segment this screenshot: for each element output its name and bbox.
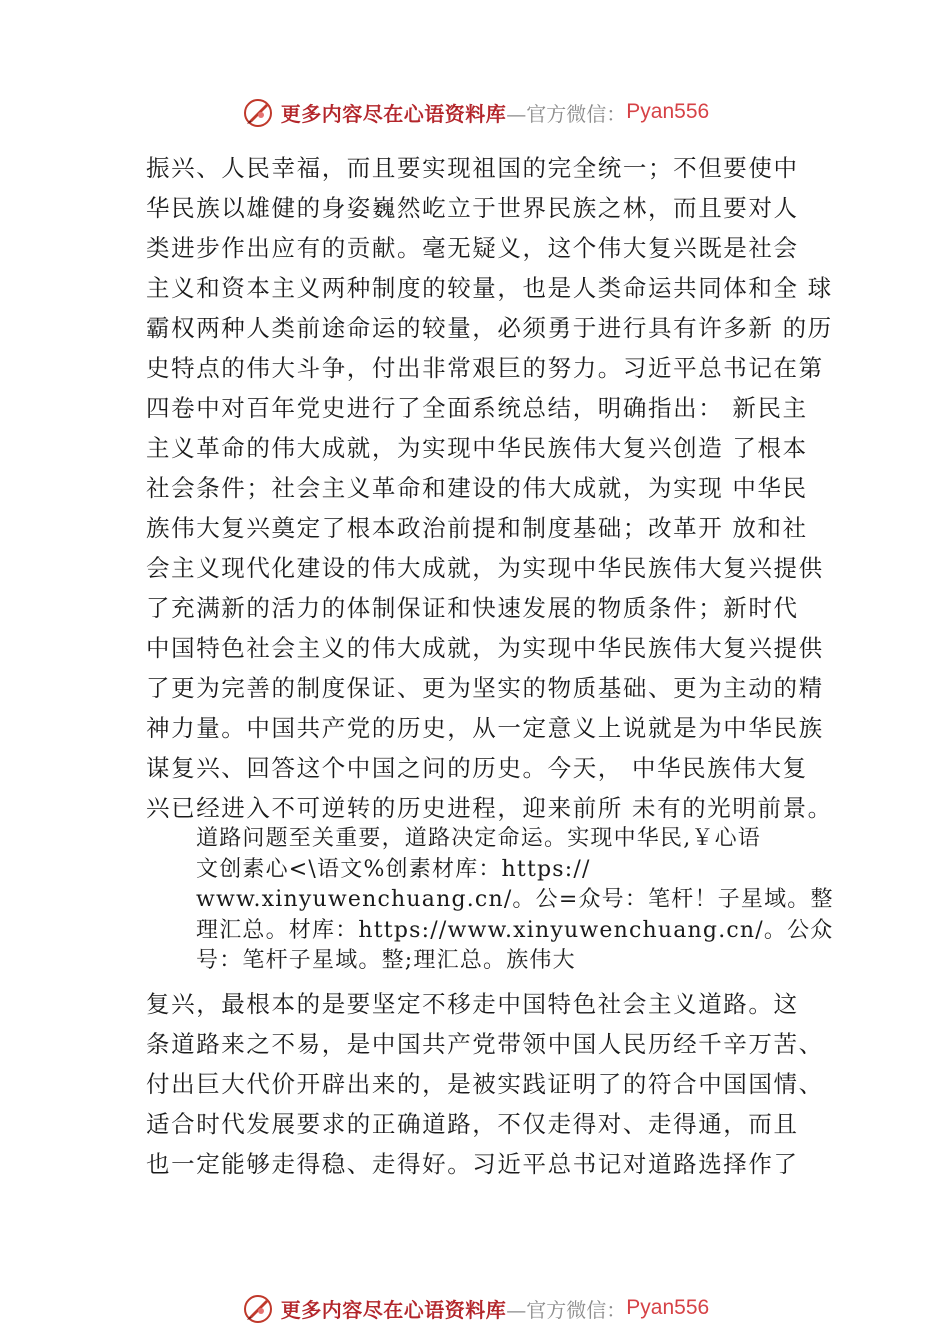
text-line: 会主义现代化建设的伟大成就，为实现中华民族伟大复兴提供 [146, 554, 824, 582]
text-line: 也一定能够走得稳、走得好。习近平总书记对道路选择作了 [146, 1150, 799, 1178]
header-label: —官方微信： [506, 101, 627, 126]
text-line: 条道路来之不易，是中国共产党带领中国人民历经千辛万苦、 [146, 1030, 824, 1058]
text-line: 主义革命的伟大成就，为实现中华民族伟大复兴创造 了根本 [146, 434, 808, 462]
footer-label: —官方微信： [506, 1297, 627, 1322]
footer-handle: Pyan556 [626, 1296, 710, 1319]
text-line: www.xinyuwenchuang.cn/。公=众号：笔杆！子星域。整 [196, 887, 834, 912]
footer-brand: 更多内容尽在心语资料库 [280, 1297, 507, 1322]
header-brand: 更多内容尽在心语资料库 [280, 101, 507, 126]
pen-circle-icon [241, 95, 275, 129]
text-line: 族伟大复兴奠定了根本政治前提和制度基础；改革开 放和社 [146, 514, 808, 542]
text-line: 主义和资本主义两种制度的较量，也是人类命运共同体和全 球 [146, 274, 833, 302]
text-line: 中国特色社会主义的伟大成就，为实现中华民族伟大复兴提供 [146, 634, 824, 662]
header-handle: Pyan556 [626, 100, 710, 123]
text-line: 神力量。中国共产党的历史，从一定意义上说就是为中华民族 [146, 714, 824, 742]
inserted-watermark-block [196, 824, 834, 977]
text-line: 社会条件；社会主义革命和建设的伟大成就，为实现 中华民 [146, 474, 808, 502]
text-line: 类进步作出应有的贡献。毫无疑义，这个伟大复兴既是社会 [146, 234, 799, 262]
paragraph-2 [146, 984, 824, 1184]
text-line: 适合时代发展要求的正确道路，不仅走得对、走得通，而且 [146, 1110, 799, 1138]
paragraph-1 [146, 148, 833, 828]
text-line: 了充满新的活力的体制保证和快速发展的物质条件；新时代 [146, 594, 799, 622]
text-line: 文创素心<\语文%创素材库：https:// [196, 856, 591, 882]
text-line: 霸权两种人类前途命运的较量，必须勇于进行具有许多新 的历 [146, 314, 833, 342]
text-line: 四卷中对百年党史进行了全面系统总结，明确指出： 新民主 [146, 394, 808, 422]
text-line: 理汇总。材库：https://www.xinyuwenchuang.cn/。公众 [196, 917, 834, 943]
footer-banner [0, 1288, 950, 1328]
text-line: 兴已经进入不可逆转的历史进程，迎来前所 未有的光明前景。 [146, 794, 833, 822]
text-line: 道路问题至关重要，道路决定命运。实现中华民,￥心语 [196, 826, 761, 851]
text-line: 号：笔杆子星域。整;理汇总。族伟大 [196, 948, 576, 973]
text-line: 复兴，最根本的是要坚定不移走中国特色社会主义道路。这 [146, 990, 799, 1018]
text-line: 付出巨大代价开辟出来的，是被实践证明了的符合中国国情、 [146, 1070, 824, 1098]
header-banner [0, 92, 950, 132]
text-line: 振兴、人民幸福，而且要实现祖国的完全统一；不但要使中 [146, 154, 799, 182]
text-line: 谋复兴、回答这个中国之问的历史。今天， 中华民族伟大复 [146, 754, 808, 782]
pen-circle-icon [241, 1291, 275, 1325]
text-line: 了更为完善的制度保证、更为坚实的物质基础、更为主动的精 [146, 674, 824, 702]
text-line: 华民族以雄健的身姿巍然屹立于世界民族之林，而且要对人 [146, 194, 799, 222]
text-line: 史特点的伟大斗争，付出非常艰巨的努力。习近平总书记在第 [146, 354, 824, 382]
